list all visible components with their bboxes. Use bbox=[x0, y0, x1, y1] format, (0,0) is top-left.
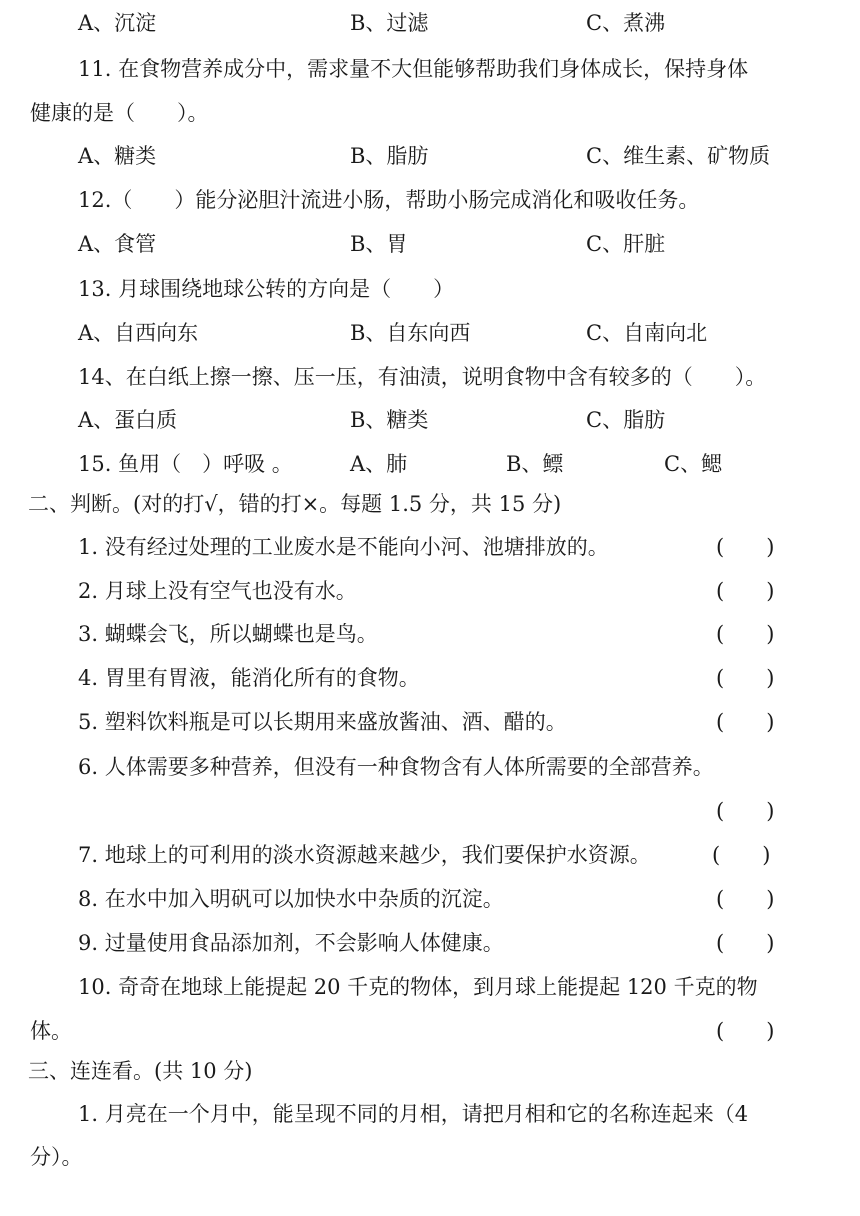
q13-option-c: C、自南向北 bbox=[586, 321, 708, 345]
judge-item-6: 6. 人体需要多种营养，但没有一种食物含有人体所需要的全部营养。 bbox=[78, 755, 714, 779]
answer-paren-6: ( ) bbox=[716, 799, 775, 823]
q10-option-c: C、煮沸 bbox=[586, 11, 666, 35]
q15-text: 15. 鱼用（ ）呼吸 。 bbox=[78, 452, 293, 476]
q12-option-a: A、食管 bbox=[78, 232, 157, 256]
q12-text: 12.（ ）能分泌胆汁流进小肠，帮助小肠完成消化和吸收任务。 bbox=[78, 188, 700, 212]
q10-option-a: A、沉淀 bbox=[78, 11, 157, 35]
q13-option-a: A、自西向东 bbox=[78, 321, 199, 345]
section3-title: 三、连连看。(共 10 分) bbox=[28, 1059, 253, 1083]
q12-option-c: C、肝脏 bbox=[586, 232, 666, 256]
answer-paren-7: ( ) bbox=[712, 843, 771, 867]
q12-option-b: B、胃 bbox=[350, 232, 408, 256]
q14-option-b: B、糖类 bbox=[350, 408, 429, 432]
q10-option-b: B、过滤 bbox=[350, 11, 429, 35]
q11-option-b: B、脂肪 bbox=[350, 144, 429, 168]
judge-item-1: 1. 没有经过处理的工业废水是不能向小河、池塘排放的。 bbox=[78, 535, 609, 559]
q14-text: 14、在白纸上擦一擦、压一压，有油渍，说明食物中含有较多的（ ）。 bbox=[78, 365, 767, 389]
answer-paren-4: ( ) bbox=[716, 666, 775, 690]
q11-text-line2: 健康的是（ ）。 bbox=[30, 101, 209, 125]
judge-item-10-line1: 10. 奇奇在地球上能提起 20 千克的物体，到月球上能提起 120 千克的物 bbox=[78, 975, 758, 999]
judge-item-5: 5. 塑料饮料瓶是可以长期用来盛放酱油、酒、醋的。 bbox=[78, 710, 567, 734]
q14-option-c: C、脂肪 bbox=[586, 408, 666, 432]
q11-option-c: C、维生素、矿物质 bbox=[586, 144, 771, 168]
q15-option-a: A、肺 bbox=[350, 452, 408, 476]
judge-item-8: 8. 在水中加入明矾可以加快水中杂质的沉淀。 bbox=[78, 887, 504, 911]
judge-item-4: 4. 胃里有胃液，能消化所有的食物。 bbox=[78, 666, 420, 690]
judge-item-9: 9. 过量使用食品添加剂，不会影响人体健康。 bbox=[78, 931, 504, 955]
answer-paren-2: ( ) bbox=[716, 579, 775, 603]
section2-title: 二、判断。(对的打√，错的打×。每题 1.5 分，共 15 分) bbox=[28, 492, 562, 516]
answer-paren-8: ( ) bbox=[716, 887, 775, 911]
section3-q1-line2: 分）。 bbox=[30, 1145, 83, 1169]
answer-paren-9: ( ) bbox=[716, 931, 775, 955]
q11-text-line1: 11. 在食物营养成分中，需求量不大但能够帮助我们身体成长，保持身体 bbox=[78, 57, 749, 81]
judge-item-7: 7. 地球上的可利用的淡水资源越来越少，我们要保护水资源。 bbox=[78, 843, 651, 867]
answer-paren-1: ( ) bbox=[716, 535, 775, 559]
q14-option-a: A、蛋白质 bbox=[78, 408, 178, 432]
q15-option-b: B、鳔 bbox=[506, 452, 564, 476]
q13-text: 13. 月球围绕地球公转的方向是（ ） bbox=[78, 277, 455, 301]
section3-q1-line1: 1. 月亮在一个月中，能呈现不同的月相，请把月相和它的名称连起来（4 bbox=[78, 1102, 749, 1126]
q15-option-c: C、鳃 bbox=[664, 452, 723, 476]
answer-paren-10: ( ) bbox=[716, 1019, 775, 1043]
answer-paren-3: ( ) bbox=[716, 622, 775, 646]
judge-item-3: 3. 蝴蝶会飞，所以蝴蝶也是鸟。 bbox=[78, 622, 378, 646]
judge-item-10-line2: 体。 bbox=[30, 1019, 72, 1043]
q11-option-a: A、糖类 bbox=[78, 144, 157, 168]
q13-option-b: B、自东向西 bbox=[350, 321, 471, 345]
answer-paren-5: ( ) bbox=[716, 710, 775, 734]
judge-item-2: 2. 月球上没有空气也没有水。 bbox=[78, 579, 357, 603]
